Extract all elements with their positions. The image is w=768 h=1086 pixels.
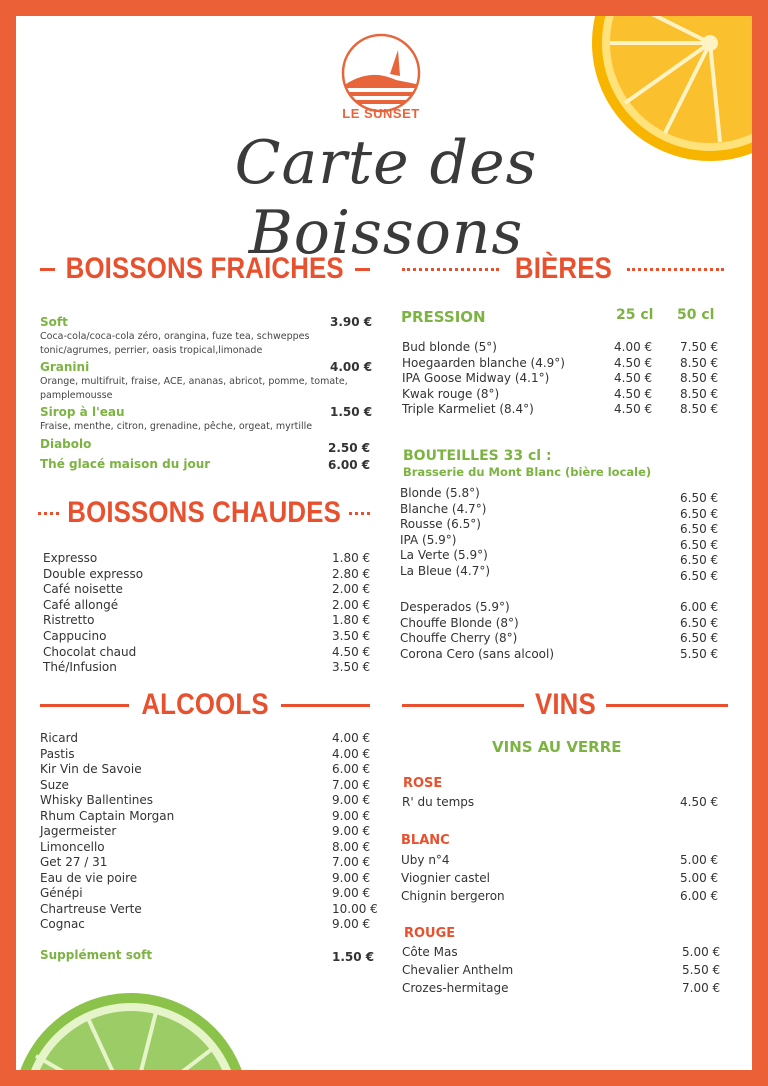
pression-col-50: 50 cl xyxy=(677,307,715,323)
item-price: 2.00 € xyxy=(332,582,371,597)
section-title-bieres: BIÈRES xyxy=(514,252,612,285)
section-header-vins xyxy=(402,688,728,722)
item-name: Chocolat chaud xyxy=(43,644,137,659)
item-price: 7.00 € xyxy=(682,981,721,995)
item-name: Café allongé xyxy=(43,597,119,612)
price-25cl: 4.50 € xyxy=(614,355,653,370)
item-name: Suze xyxy=(40,777,69,792)
item-name: Rousse (6.5°) xyxy=(400,517,481,532)
item-name: Triple Karmeliet (8.4°) xyxy=(402,402,534,416)
price-50cl: 8.50 € xyxy=(680,371,719,385)
item-name: Bud blonde (5°) xyxy=(402,340,497,354)
item-price: 6.50 € xyxy=(680,553,719,568)
item-price: 3.50 € xyxy=(332,660,371,675)
item-name: Chouffe Cherry (8°) xyxy=(400,631,518,646)
item-price: 9.00 € xyxy=(332,824,371,838)
item-name: Chartreuse Verte xyxy=(40,901,142,916)
item-price: 7.00 € xyxy=(332,855,371,869)
item-name: R' du temps xyxy=(402,795,475,809)
item-price: 7.00 € xyxy=(332,777,371,792)
item-name: Hoegaarden blanche (4.9°) xyxy=(402,355,565,370)
wine-category-rouge: ROUGE xyxy=(404,926,456,941)
item-name: Chevalier Anthelm xyxy=(402,963,514,977)
item-name: Chignin bergeron xyxy=(401,889,505,903)
item-name: Cappucino xyxy=(43,629,107,643)
item-price: 5.50 € xyxy=(680,646,719,661)
divider-line xyxy=(606,704,728,707)
item-name: Sirop à l'eau xyxy=(40,405,125,419)
item-name: Ricard xyxy=(40,731,78,745)
section-title-vins: VINS xyxy=(534,688,596,721)
vins-subtitle: VINS AU VERRE xyxy=(492,738,622,756)
price-25cl: 4.00 € xyxy=(614,340,653,354)
bouteilles-subtitle: Brasserie du Mont Blanc (bière locale) xyxy=(403,465,652,479)
item-price: 9.00 € xyxy=(332,917,371,931)
item-name: Whisky Ballentines xyxy=(40,793,154,807)
divider-dots xyxy=(627,268,724,271)
item-price: 6.50 € xyxy=(680,631,719,646)
section-header-fraiches xyxy=(40,252,370,286)
price-50cl: 8.50 € xyxy=(680,386,719,401)
section-title-fraiches: BOISSONS FRAICHES xyxy=(65,252,345,285)
item-name: Eau de vie poire xyxy=(40,870,138,885)
item-price: 3.90 € xyxy=(330,315,373,329)
lime-slice-image xyxy=(16,976,256,1070)
item-name: Kwak rouge (8°) xyxy=(402,386,500,401)
price-25cl: 4.50 € xyxy=(614,402,653,416)
section-header-chaudes xyxy=(38,496,370,530)
section-title-chaudes: BOISSONS CHAUDES xyxy=(67,496,341,529)
item-price: 8.00 € xyxy=(332,839,371,854)
pression-col-25: 25 cl xyxy=(616,307,654,323)
section-header-alcools xyxy=(40,688,370,722)
price-50cl: 8.50 € xyxy=(680,355,719,370)
item-name: Blonde (5.8°) xyxy=(400,486,480,500)
item-price: 4.00 € xyxy=(332,746,371,761)
item-name: Desperados (5.9°) xyxy=(400,600,510,614)
item-name: Granini xyxy=(40,360,90,374)
item-name: La Bleue (4.7°) xyxy=(400,564,491,578)
item-name: Uby n°4 xyxy=(401,853,450,867)
item-price: 4.00 € xyxy=(332,731,371,745)
item-price: 6.50 € xyxy=(680,569,719,583)
item-name: Soft xyxy=(40,315,68,329)
item-name: Diabolo xyxy=(40,437,92,451)
item-price: 6.00 € xyxy=(332,762,371,776)
divider-line xyxy=(355,268,370,271)
item-name: Blanche (4.7°) xyxy=(400,501,487,516)
item-price: 6.00 € xyxy=(328,458,371,472)
item-description: Coca-cola/coca-cola zéro, orangina, fuze tea, schweppes tonic/agrumes, perrier, oasis tropical,limonade xyxy=(40,331,310,356)
item-name: Viognier castel xyxy=(401,871,490,885)
price-25cl: 4.50 € xyxy=(614,371,653,385)
item-name: IPA Goose Midway (4.1°) xyxy=(402,371,550,385)
supplement-price: 1.50 € xyxy=(332,950,375,964)
item-name: Génépi xyxy=(40,886,83,900)
item-name: Pastis xyxy=(40,746,75,761)
divider-dots xyxy=(402,268,499,271)
price-50cl: 8.50 € xyxy=(680,402,719,416)
item-price: 9.00 € xyxy=(332,886,371,900)
menu-page xyxy=(16,16,752,1070)
item-name: Jagermeister xyxy=(40,824,117,838)
item-description: Orange, multifruit, fraise, ACE, ananas, abricot, pomme, tomate, pamplemousse xyxy=(40,376,348,401)
item-name: Corona Cero (sans alcool) xyxy=(400,646,555,661)
item-price: 1.50 € xyxy=(330,405,373,419)
item-name: Get 27 / 31 xyxy=(40,855,108,869)
supplement-name: Supplément soft xyxy=(40,948,153,962)
price-25cl: 4.50 € xyxy=(614,386,653,401)
divider-line xyxy=(40,704,129,707)
item-price: 9.00 € xyxy=(332,793,371,807)
item-price: 6.50 € xyxy=(680,506,719,521)
item-price: 5.00 € xyxy=(682,945,721,959)
item-name: Côte Mas xyxy=(402,945,458,959)
page-title: Carte des Boissons xyxy=(234,128,538,268)
section-title-alcools: ALCOOLS xyxy=(141,688,269,721)
divider-line xyxy=(40,268,55,271)
item-price: 10.00 € xyxy=(332,901,378,916)
item-price: 2.50 € xyxy=(328,441,371,455)
item-price: 2.80 € xyxy=(332,566,371,581)
item-price: 9.00 € xyxy=(332,870,371,885)
item-name: Thé/Infusion xyxy=(43,660,117,675)
bouteilles-label: BOUTEILLES 33 cl : xyxy=(403,448,552,464)
sunset-logo-icon xyxy=(326,28,436,138)
divider-dots xyxy=(38,512,59,515)
item-name: Double expresso xyxy=(43,566,144,581)
item-price: 1.80 € xyxy=(332,613,371,628)
item-price: 5.00 € xyxy=(680,853,719,867)
item-price: 4.00 € xyxy=(330,360,373,374)
item-price: 4.50 € xyxy=(680,795,719,809)
price-50cl: 7.50 € xyxy=(680,340,719,354)
item-price: 6.50 € xyxy=(680,537,719,552)
item-name: Cognac xyxy=(40,917,85,931)
section-header-bieres xyxy=(402,252,724,286)
divider-dots xyxy=(349,512,370,515)
item-price: 6.50 € xyxy=(680,522,719,537)
item-price: 4.50 € xyxy=(332,644,371,659)
item-price: 3.50 € xyxy=(332,629,371,643)
item-name: Crozes-hermitage xyxy=(402,981,509,995)
item-name: Limoncello xyxy=(40,839,105,854)
item-description: Fraise, menthe, citron, grenadine, pêche, orgeat, myrtille xyxy=(40,421,313,432)
divider-line xyxy=(281,704,370,707)
item-price: 9.00 € xyxy=(332,808,371,823)
item-name: La Verte (5.9°) xyxy=(400,548,488,563)
item-price: 6.50 € xyxy=(680,615,719,630)
item-price: 6.50 € xyxy=(680,491,719,505)
item-price: 5.00 € xyxy=(680,871,719,885)
pression-label: PRESSION xyxy=(401,308,486,326)
item-name: Café noisette xyxy=(43,582,123,597)
item-price: 6.00 € xyxy=(680,600,719,614)
logo-text: LE SUNSET xyxy=(342,106,420,121)
divider-line xyxy=(402,704,524,707)
item-price: 1.80 € xyxy=(332,551,371,565)
item-price: 6.00 € xyxy=(680,889,719,903)
wine-category-rose: ROSE xyxy=(403,776,443,791)
wine-category-blanc: BLANC xyxy=(401,833,450,848)
item-name: Ristretto xyxy=(43,613,95,628)
item-name: Rhum Captain Morgan xyxy=(40,808,175,823)
item-name: IPA (5.9°) xyxy=(400,532,457,547)
item-name: Kir Vin de Savoie xyxy=(40,762,142,776)
item-price: 5.50 € xyxy=(682,963,721,977)
item-name: Chouffe Blonde (8°) xyxy=(400,615,519,630)
item-name: Expresso xyxy=(43,551,98,565)
item-price: 2.00 € xyxy=(332,597,371,612)
item-name: Thé glacé maison du jour xyxy=(40,457,211,471)
